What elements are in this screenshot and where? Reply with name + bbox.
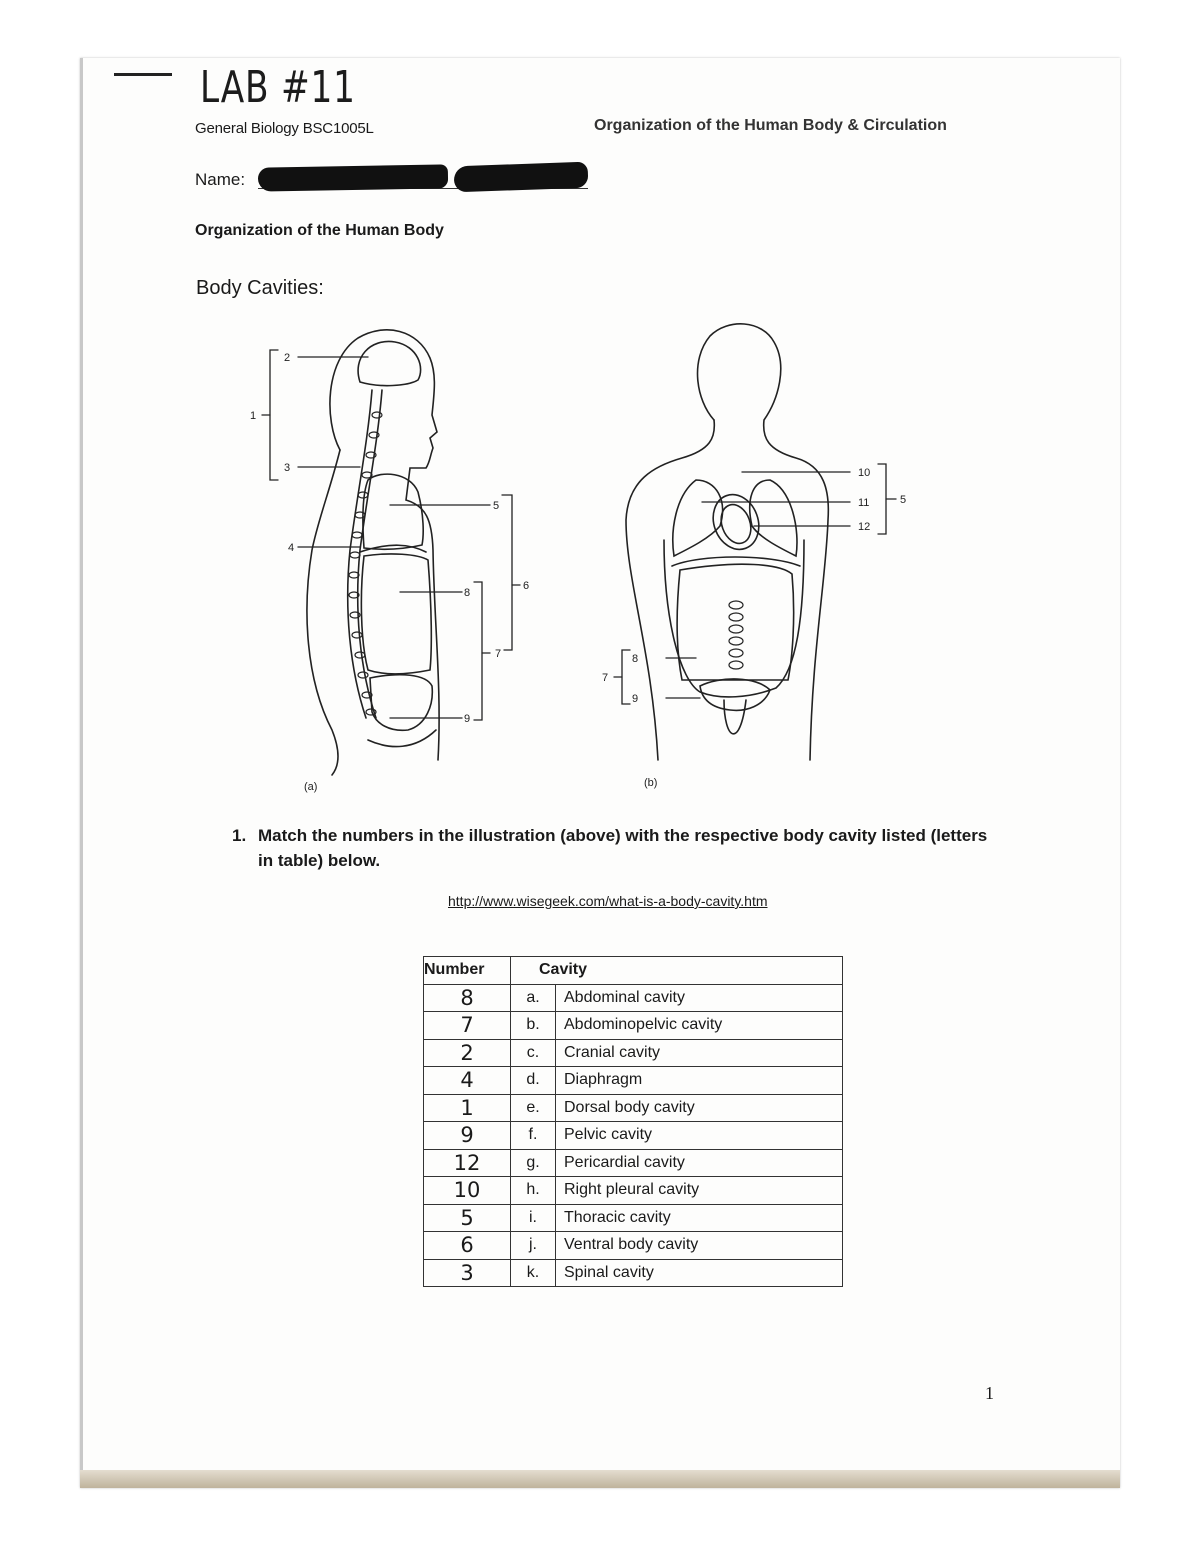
question-1 — [232, 823, 992, 873]
cavity-letter: i. — [511, 1204, 556, 1232]
handwritten-answer: 9 — [424, 1122, 511, 1150]
handwritten-answer: 6 — [424, 1232, 511, 1260]
handwritten-answer: 8 — [424, 984, 511, 1012]
page-bottom-edge — [80, 1470, 1120, 1488]
fig-label-2: 2 — [284, 352, 291, 364]
panel-a-label: (a) — [304, 781, 318, 793]
section-title: Organization of the Human Body — [195, 222, 444, 239]
header-cavity: Cavity — [511, 957, 843, 985]
fig-label-b5: 5 — [900, 494, 907, 506]
table-row — [424, 1149, 843, 1177]
body-cavities-illustration — [240, 320, 920, 800]
cavity-letter: a. — [511, 984, 556, 1012]
question-number: 1. — [232, 826, 247, 845]
cavity-name: Cranial cavity — [556, 1039, 843, 1067]
cavity-name: Pericardial cavity — [556, 1149, 843, 1177]
fig-label-7: 7 — [495, 648, 502, 660]
leader-lines-b — [614, 464, 896, 704]
cavity-name: Right pleural cavity — [556, 1177, 843, 1205]
cavity-letter: k. — [511, 1259, 556, 1287]
handwritten-dash — [114, 73, 172, 76]
handwritten-answer: 12 — [424, 1149, 511, 1177]
leader-lines-a — [262, 350, 520, 720]
table-row — [424, 1177, 843, 1205]
fig-label-12: 12 — [858, 521, 871, 533]
front-view-outline — [698, 324, 829, 760]
fig-label-5: 5 — [493, 500, 500, 512]
handwritten-answer: 4 — [424, 1067, 511, 1095]
handwritten-answer: 5 — [424, 1204, 511, 1232]
cavity-matching-table — [423, 956, 843, 1287]
table-row — [424, 1232, 843, 1260]
cavity-letter: f. — [511, 1122, 556, 1150]
handwritten-answer: 7 — [424, 1012, 511, 1040]
cavity-name: Pelvic cavity — [556, 1122, 843, 1150]
subsection-title: Body Cavities: — [196, 277, 324, 299]
fig-label-3: 3 — [284, 462, 291, 474]
redaction-mark — [258, 164, 448, 191]
cavity-name: Ventral body cavity — [556, 1232, 843, 1260]
reference-link[interactable]: http://www.wisegeek.com/what-is-a-body-cavity.htm — [448, 893, 768, 909]
table-row — [424, 1122, 843, 1150]
cavity-letter: j. — [511, 1232, 556, 1260]
vertebrae-b — [729, 601, 743, 669]
fig-label-1: 1 — [250, 410, 257, 422]
fig-label-b8: 8 — [632, 653, 639, 665]
page-edge — [80, 58, 83, 1488]
abdominal-cavity-b — [677, 564, 793, 680]
redaction-mark — [454, 162, 589, 193]
handwritten-answer: 1 — [424, 1094, 511, 1122]
fig-label-6: 6 — [523, 580, 530, 592]
table-row — [424, 1039, 843, 1067]
table-row — [424, 984, 843, 1012]
lab-topic: Organization of the Human Body & Circulation — [594, 117, 947, 134]
table-row — [424, 1204, 843, 1232]
name-label: Name: — [195, 170, 246, 189]
question-text: Match the numbers in the illustration (above) with the respective body cavity listed (letters in table) below. — [258, 826, 988, 870]
cavity-name: Dorsal body cavity — [556, 1094, 843, 1122]
cavity-letter: c. — [511, 1039, 556, 1067]
table-row — [424, 1094, 843, 1122]
table-row — [424, 1012, 843, 1040]
pelvic-cavity-a — [370, 675, 432, 731]
cavity-letter: d. — [511, 1067, 556, 1095]
cavity-letter: b. — [511, 1012, 556, 1040]
handwritten-answer: 3 — [424, 1259, 511, 1287]
cavity-name: Abdominopelvic cavity — [556, 1012, 843, 1040]
table-row — [424, 1259, 843, 1287]
panel-b-label: (b) — [644, 777, 658, 789]
fig-label-4: 4 — [288, 542, 295, 554]
cavity-name: Abdominal cavity — [556, 984, 843, 1012]
pericardial-cavity-b — [706, 488, 766, 556]
fig-label-b7: 7 — [602, 672, 609, 684]
table-row — [424, 1067, 843, 1095]
left-lung-b — [673, 480, 723, 556]
cranial-cavity-a — [358, 341, 421, 385]
lab-title-handwritten: LAB #11 — [200, 62, 356, 113]
header-number: Number — [424, 957, 511, 985]
right-lung-b — [750, 480, 797, 556]
fig-label-8: 8 — [464, 587, 471, 599]
table-header-row — [424, 957, 843, 985]
cavity-letter: h. — [511, 1177, 556, 1205]
handwritten-answer: 2 — [424, 1039, 511, 1067]
handwritten-answer: 10 — [424, 1177, 511, 1205]
cavity-name: Spinal cavity — [556, 1259, 843, 1287]
thoracic-cavity-a — [363, 474, 423, 549]
cavity-name: Diaphragm — [556, 1067, 843, 1095]
abdominal-cavity-a — [361, 554, 431, 674]
fig-label-b9: 9 — [632, 693, 639, 705]
course-name: General Biology BSC1005L — [195, 120, 374, 137]
fig-label-9: 9 — [464, 713, 471, 725]
cavity-name: Thoracic cavity — [556, 1204, 843, 1232]
fig-label-11: 11 — [858, 497, 870, 509]
page-number: 1 — [985, 1383, 994, 1403]
cavity-letter: e. — [511, 1094, 556, 1122]
fig-label-10: 10 — [858, 467, 871, 479]
cavity-letter: g. — [511, 1149, 556, 1177]
